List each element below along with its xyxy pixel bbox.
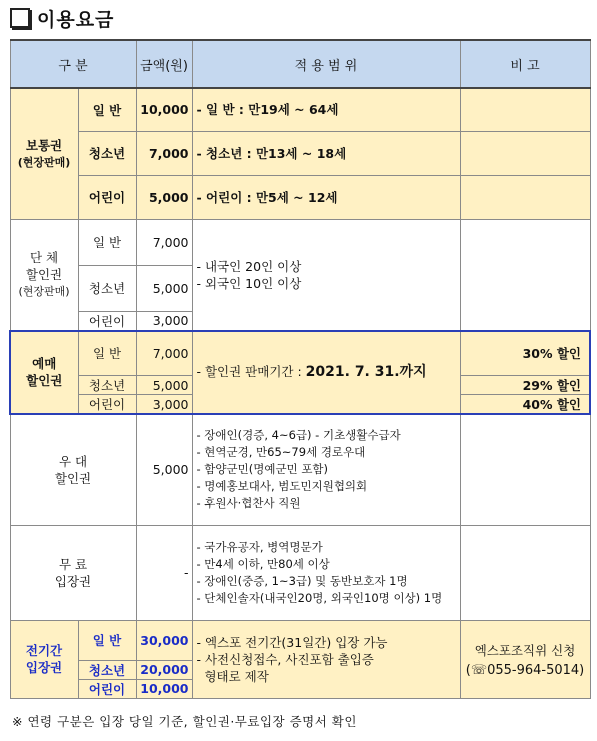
presale-sub-youth: 청소년 [78, 376, 136, 395]
season-sub-adult: 일 반 [78, 620, 136, 660]
preferential-category-label2: 할인권 [54, 470, 92, 486]
regular-note-youth [460, 131, 590, 175]
presale-scope-prefix: - 할인권 판매기간 : [196, 364, 306, 380]
season-category-label1: 전기간 [25, 643, 63, 658]
free-category-label1: 무 료 [58, 556, 88, 572]
presale-amount-youth: 5,000 [136, 376, 192, 395]
free-scope-line: - 국가유공자, 병역명문가 [196, 539, 323, 554]
header-note: 비 고 [460, 40, 590, 88]
regular-sub-child: 어린이 [78, 175, 136, 219]
regular-category-sub: (현장판매) [17, 155, 71, 169]
table-row [10, 414, 590, 525]
regular-sub-youth: 청소년 [78, 131, 136, 175]
checkbox-square-icon [10, 8, 30, 28]
season-category [10, 620, 78, 698]
season-sub-youth: 청소년 [78, 660, 136, 679]
footnote: ※ 연령 구분은 입장 당일 기준, 할인권·무료입장 증명서 확인 [12, 714, 357, 729]
free-scope-line: - 단체인솔자(내국인20명, 외국인10명 이상) 1명 [196, 590, 443, 605]
group-scope-line2: - 외국인 10인 이상 [196, 275, 302, 291]
group-sub-child: 어린이 [78, 311, 136, 331]
regular-scope-adult: - 일 반 : 만19세 ~ 64세 [192, 88, 460, 131]
presale-amount-child: 3,000 [136, 395, 192, 415]
presale-sub-child: 어린이 [78, 395, 136, 415]
preferential-category-label1: 우 대 [58, 453, 88, 469]
preferential-scope-line: - 함양군민(명예군민 포함) [196, 462, 329, 477]
regular-category [10, 88, 78, 219]
season-scope [192, 620, 460, 698]
season-amount-adult: 30,000 [136, 620, 192, 660]
regular-sub-adult: 일 반 [78, 88, 136, 131]
season-amount-youth: 20,000 [136, 660, 192, 679]
header-category: 구 분 [10, 40, 136, 88]
group-amount-adult: 7,000 [136, 219, 192, 265]
group-category-sub: (현장판매) [18, 285, 70, 298]
table-row [10, 131, 590, 175]
presale-category-label1: 예매 [32, 356, 57, 372]
free-category [10, 525, 136, 620]
group-category-label2: 할인권 [25, 267, 63, 282]
free-category-label2: 입장권 [54, 573, 92, 589]
regular-amount-child: 5,000 [136, 175, 192, 219]
free-scope-line: - 만4세 이하, 만80세 이상 [196, 556, 330, 571]
season-note-phone: (☏055-964-5014) [465, 662, 585, 678]
section-title [10, 6, 114, 30]
season-scope-line: 형태로 제작 [196, 668, 269, 684]
preferential-scope-line: - 장애인(경증, 4~6급) - 기초생활수급자 [196, 428, 401, 443]
season-scope-line: - 사전신청접수, 사진포함 출입증 [196, 651, 374, 667]
group-amount-youth: 5,000 [136, 265, 192, 311]
table-row [10, 331, 590, 376]
presale-amount-adult: 7,000 [136, 331, 192, 376]
regular-scope-child: - 어린이 : 만5세 ~ 12세 [192, 175, 460, 219]
preferential-scope-line: - 명예홍보대사, 범도민지원협의회 [196, 479, 368, 494]
presale-note-adult: 30% 할인 [460, 331, 590, 376]
regular-amount-adult: 10,000 [136, 88, 192, 131]
presale-category [10, 331, 78, 415]
regular-note-child [460, 175, 590, 219]
season-note-line1: 엑스포조직위 신청 [474, 642, 576, 658]
presale-scope-date: 2021. 7. 31.까지 [305, 364, 427, 381]
preferential-scope-line: - 현역군경, 만65~79세 경로우대 [196, 445, 366, 460]
free-scope-line: - 장애인(중증, 1~3급) 및 동반보호자 1명 [196, 573, 408, 588]
regular-amount-youth: 7,000 [136, 131, 192, 175]
fee-table [9, 39, 591, 699]
preferential-scope-line: - 후원사·협찬사 직원 [196, 496, 301, 511]
group-category-label1: 단 체 [29, 250, 59, 265]
presale-note-child: 40% 할인 [460, 395, 590, 415]
preferential-category [10, 414, 136, 525]
free-note [460, 525, 590, 620]
group-note [460, 219, 590, 331]
group-sub-youth: 청소년 [78, 265, 136, 311]
group-scope-line1: - 내국인 20인 이상 [196, 258, 302, 274]
preferential-amount: 5,000 [136, 414, 192, 525]
season-amount-child: 10,000 [136, 679, 192, 698]
season-sub-child: 어린이 [78, 679, 136, 698]
group-category [10, 219, 78, 331]
regular-category-label: 보통권 [25, 137, 63, 153]
table-row [10, 88, 590, 131]
group-amount-child: 3,000 [136, 311, 192, 331]
regular-scope-youth: - 청소년 : 만13세 ~ 18세 [192, 131, 460, 175]
presale-sub-adult: 일 반 [78, 331, 136, 376]
table-row [10, 219, 590, 265]
season-category-label2: 입장권 [25, 660, 63, 675]
group-scope [192, 219, 460, 331]
season-scope-line: - 엑스포 전기간(31일간) 입장 가능 [196, 634, 388, 650]
free-scope [192, 525, 460, 620]
regular-note-adult [460, 88, 590, 131]
section-title-text: 이용요금 [37, 8, 115, 31]
season-note [460, 620, 590, 698]
presale-category-label2: 할인권 [26, 373, 63, 389]
header-amount: 금액(원) [136, 40, 192, 88]
presale-scope [192, 331, 460, 415]
table-row [10, 175, 590, 219]
header-scope: 적 용 범 위 [192, 40, 460, 88]
presale-note-youth: 29% 할인 [460, 376, 590, 395]
preferential-scope [192, 414, 460, 525]
table-header-row [10, 40, 590, 88]
preferential-note [460, 414, 590, 525]
table-row [10, 525, 590, 620]
table-row [10, 620, 590, 660]
free-amount: - [136, 525, 192, 620]
group-sub-adult: 일 반 [78, 219, 136, 265]
